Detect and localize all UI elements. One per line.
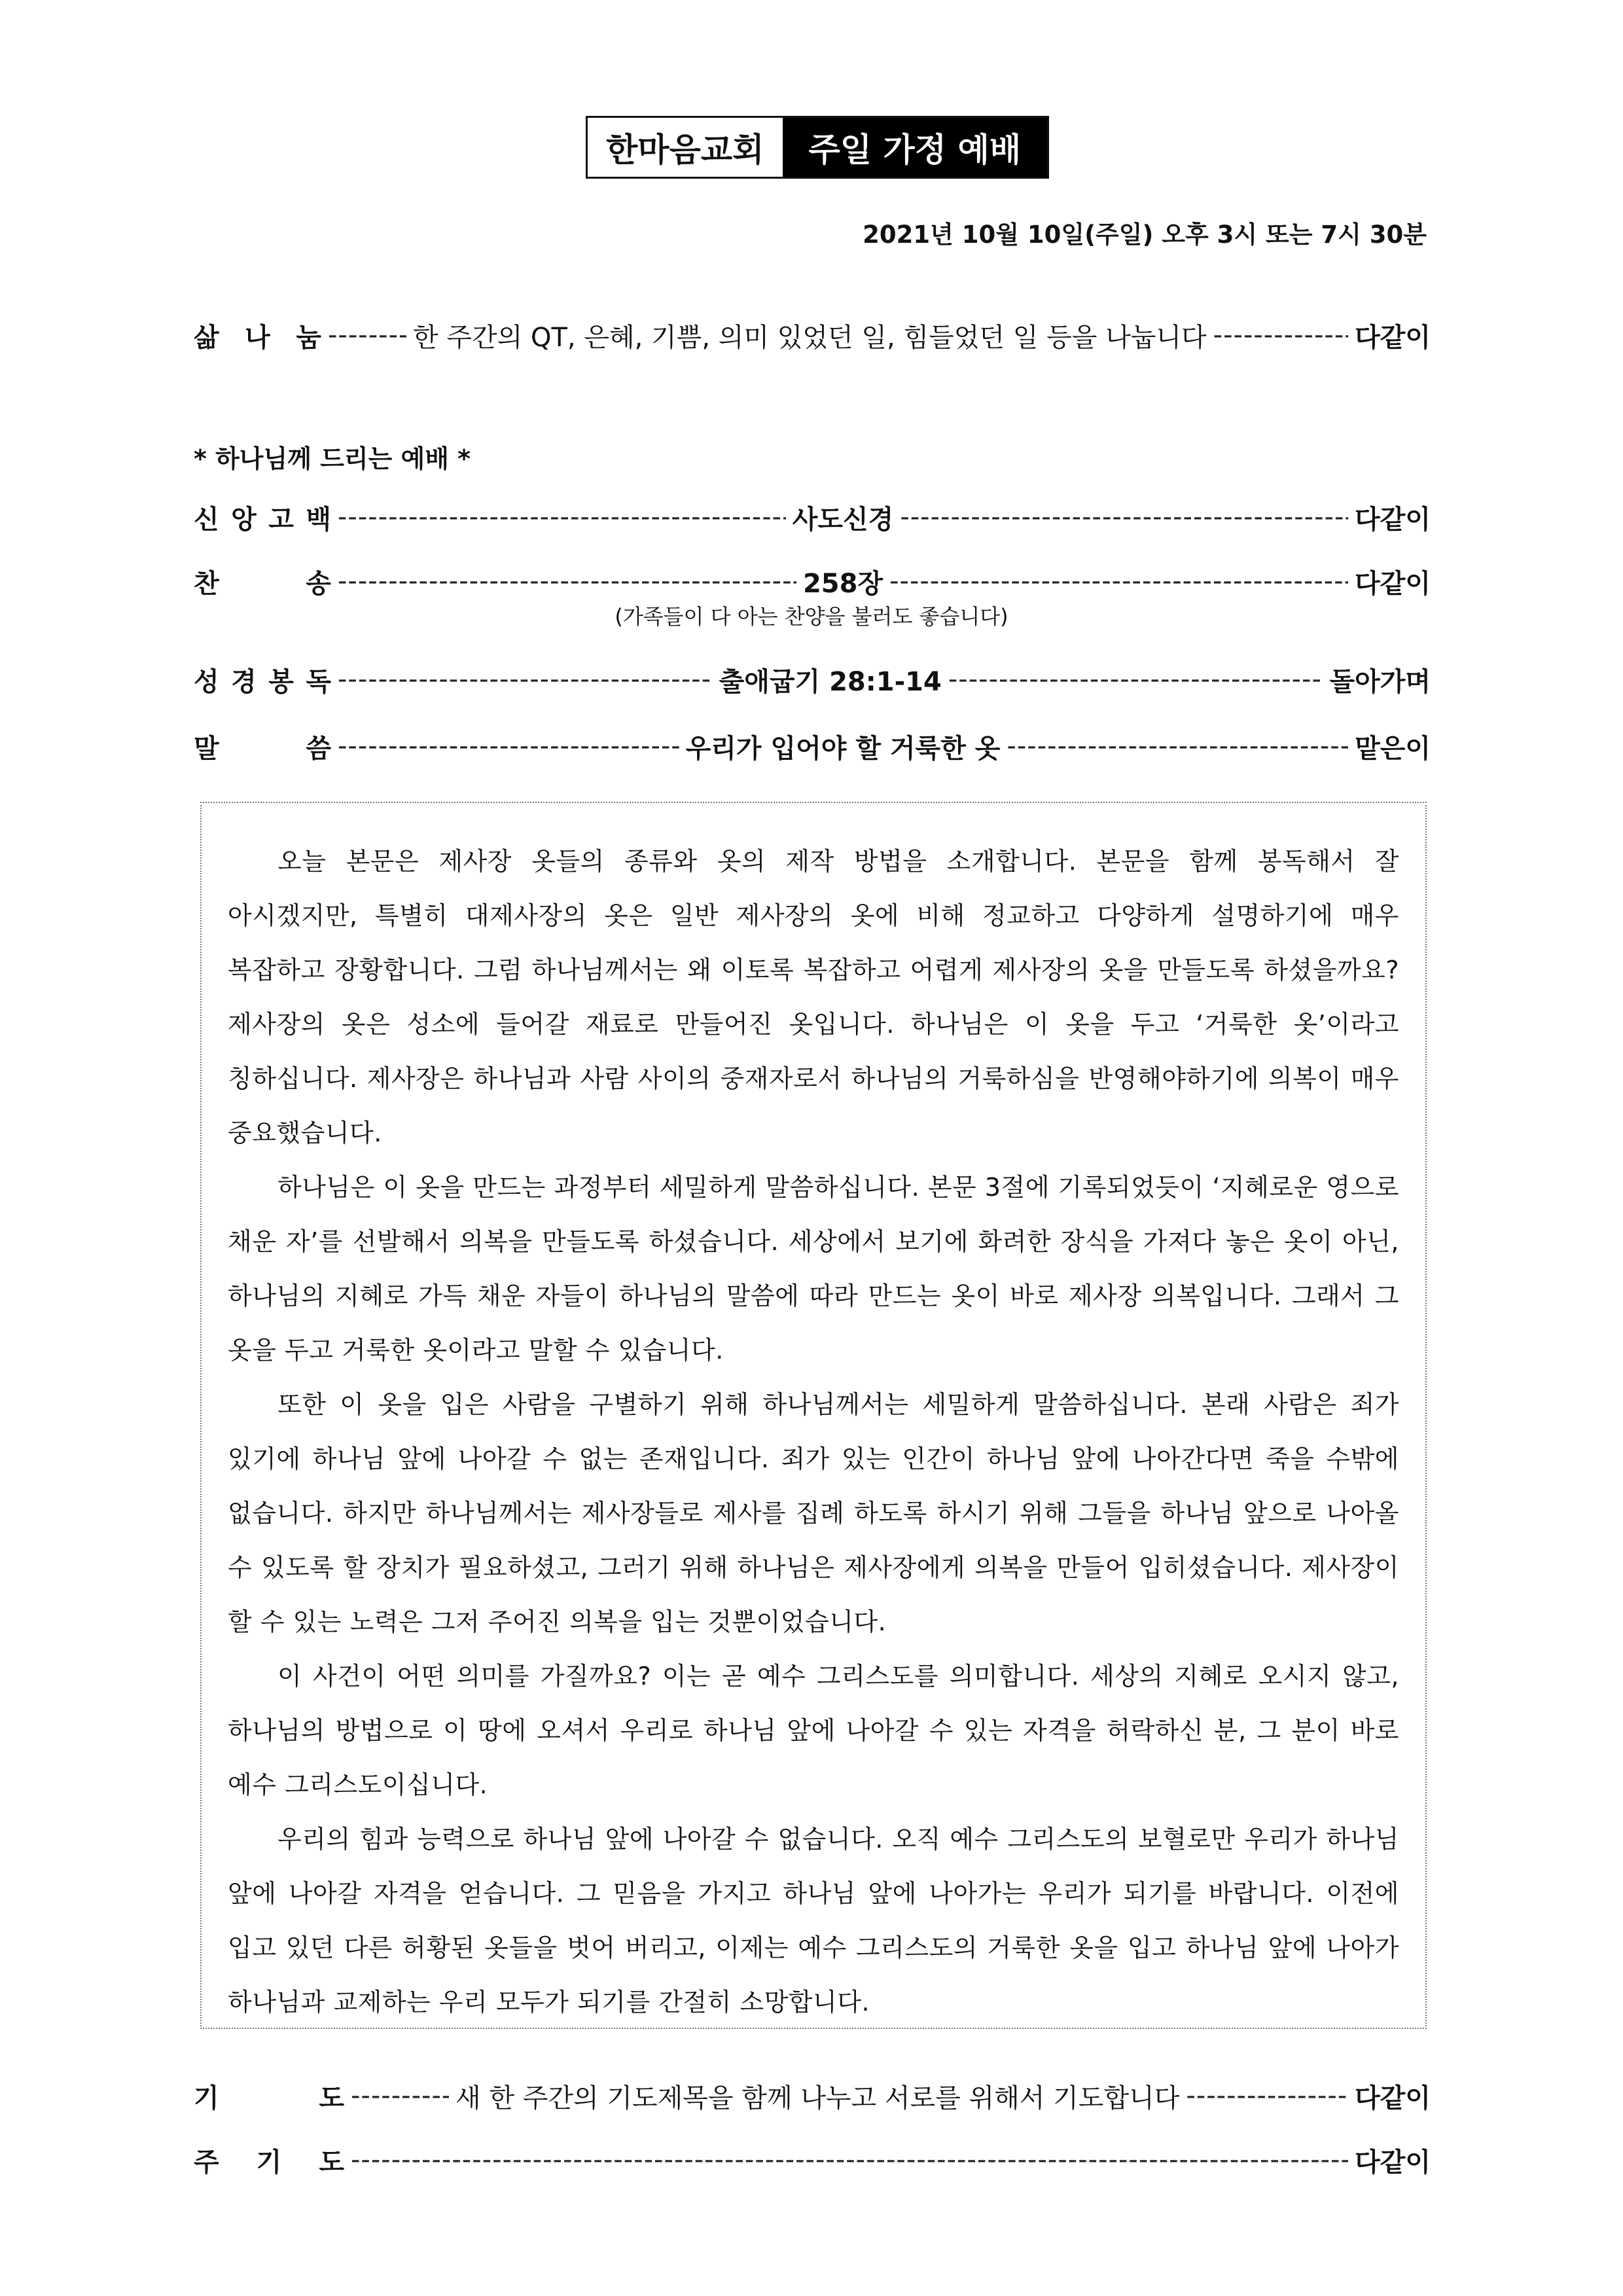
leader-line: [889, 566, 1348, 596]
leader-line: [1186, 2081, 1348, 2111]
order-item-label: 성 경 봉 독: [194, 666, 331, 697]
sermon-text-box: [200, 802, 1427, 2029]
worship-section-title: * 하나님께 드리는 예배 *: [194, 444, 471, 473]
lords-prayer-label: 주 기 도: [194, 2147, 344, 2178]
order-item-label: 말 씀: [194, 733, 331, 764]
prayer-description: 새 한 주간의 기도제목을 함께 나누고 서로를 위해서 기도합니다: [455, 2083, 1180, 2113]
leader-line: [1213, 320, 1348, 350]
leader-line: [328, 320, 406, 350]
sharing-description: 한 주간의 QT, 은혜, 기쁨, 의미 있었던 일, 힘들었던 일 등을 나눕니다: [413, 322, 1207, 353]
order-item-content: 258장: [802, 568, 883, 599]
order-item-content: 사도신경: [792, 504, 894, 535]
sermon-paragraph: 우리의 힘과 능력으로 하나님 앞에 나아갈 수 없습니다. 오직 예수 그리스도의 보혈로만 우리가 하나님 앞에 나아갈 자격을 얻습니다. 그 믿음을 가지고 하나님 앞에 나아가는 우리가 되기를 바랍니다. 이전에 입고 있던 다른 허황된 옷들을 벗어 버리고, 이제는 예수 그리스도의 거룩한 옷을 입고 하나님 앞에 나아가 하나님과 교제하는 우리 모두가 되기를 간절히 소망합니다.: [228, 1825, 1399, 2017]
leader-line: [338, 566, 796, 596]
order-item-label: 신 앙 고 백: [194, 504, 331, 535]
title-banner: [586, 116, 1049, 179]
order-item-scripture: [194, 660, 1431, 699]
sharing-label: 삶 나 눔: [194, 322, 321, 353]
leader-line: [351, 2081, 449, 2111]
sermon-paragraph: 오늘 본문은 제사장 옷들의 종류와 옷의 제작 방법을 소개합니다. 본문을 함께 봉독해서 잘 아시겠지만, 특별히 대제사장의 옷은 일반 제사장의 옷에 비해 정교하고 다양하게 설명하기에 매우 복잡하고 장황합니다. 그럼 하나님께서는 왜 이토록 복잡하고 어렵게 제사장의 옷을 만들도록 하셨을까요? 제사장의 옷은 성소에 들어갈 재료로 만들어진 옷입니다. 하나님은 이 옷을 두고 ‘거룩한 옷’이라고 칭하십니다. 제사장은 하나님과 사람 사이의 중재자로서 하나님의 거룩하심을 반영해야하기에 의복이 매우 중요했습니다.: [228, 847, 1399, 1147]
order-item-leader: 다같이: [1355, 504, 1431, 535]
order-item-hymn: [194, 562, 1431, 601]
sermon-paragraph: 하나님은 이 옷을 만드는 과정부터 세밀하게 말씀하십니다. 본문 3절에 기록되었듯이 ‘지혜로운 영으로 채운 자’를 선발해서 의복을 만들도록 하셨습니다. 세상에서 보기에 화려한 장식을 가져다 놓은 옷이 아닌, 하나님의 지혜로 가득 채운 자들이 하나님의 말씀에 따라 만드는 옷이 바로 제사장 의복입니다. 그래서 그 옷을 두고 거룩한 옷이라고 말할 수 있습니다.: [228, 1173, 1399, 1365]
order-item-content: 출애굽기 28:1-14: [719, 666, 942, 697]
lords-prayer-leader: 다같이: [1355, 2147, 1431, 2178]
leader-line: [1007, 731, 1348, 761]
service-date-time: 2021년 10월 10일(주일) 오후 3시 또는 7시 30분: [863, 221, 1427, 249]
order-item-leader: 다같이: [1355, 568, 1431, 599]
leader-line: [338, 664, 713, 694]
order-item-creed: [194, 497, 1431, 537]
sharing-row: [194, 315, 1431, 355]
leader-line: [338, 731, 679, 761]
sermon-paragraph: 이 사건이 어떤 의미를 가질까요? 이는 곧 예수 그리스도를 의미합니다. 세상의 지혜로 오시지 않고, 하나님의 방법으로 이 땅에 오셔서 우리로 하나님 앞에 나아갈 수 있는 자격을 허락하신 분, 그 분이 바로 예수 그리스도이십니다.: [228, 1662, 1399, 1799]
lords-prayer-row: [194, 2140, 1431, 2179]
church-name: 한마음교회: [588, 118, 783, 177]
order-item-leader: 돌아가며: [1329, 666, 1431, 697]
leader-line: [900, 502, 1348, 532]
prayer-row: [194, 2076, 1431, 2115]
order-item-label: 찬 송: [194, 568, 331, 599]
leader-line: [351, 2145, 1348, 2175]
leader-line: [338, 502, 786, 532]
hymn-note: (가족들이 다 아는 찬양을 불러도 좋습니다): [615, 604, 1008, 629]
sermon-paragraph: 또한 이 옷을 입은 사람을 구별하기 위해 하나님께서는 세밀하게 말씀하십니다. 본래 사람은 죄가 있기에 하나님 앞에 나아갈 수 없는 존재입니다. 죄가 있는 인간이 하나님 앞에 나아간다면 죽을 수밖에 없습니다. 하지만 하나님께서는 제사장들로 제사를 집례 하도록 하시기 위해 그들을 하나님 앞으로 나아올 수 있도록 할 장치가 필요하셨고, 그러기 위해 하나님은 제사장에게 의복을 만들어 입히셨습니다. 제사장이 할 수 있는 노력은 그저 주어진 의복을 입는 것뿐이었습니다.: [228, 1390, 1399, 1636]
service-title: 주일 가정 예배: [783, 118, 1048, 177]
sharing-leader: 다같이: [1355, 322, 1431, 353]
prayer-label: 기 도: [194, 2083, 344, 2113]
leader-line: [948, 664, 1323, 694]
order-item-content: 우리가 입어야 할 거룩한 옷: [685, 733, 1001, 764]
order-item-sermon: [194, 726, 1431, 766]
prayer-leader: 다같이: [1355, 2083, 1431, 2113]
order-item-leader: 맡은이: [1355, 733, 1431, 764]
